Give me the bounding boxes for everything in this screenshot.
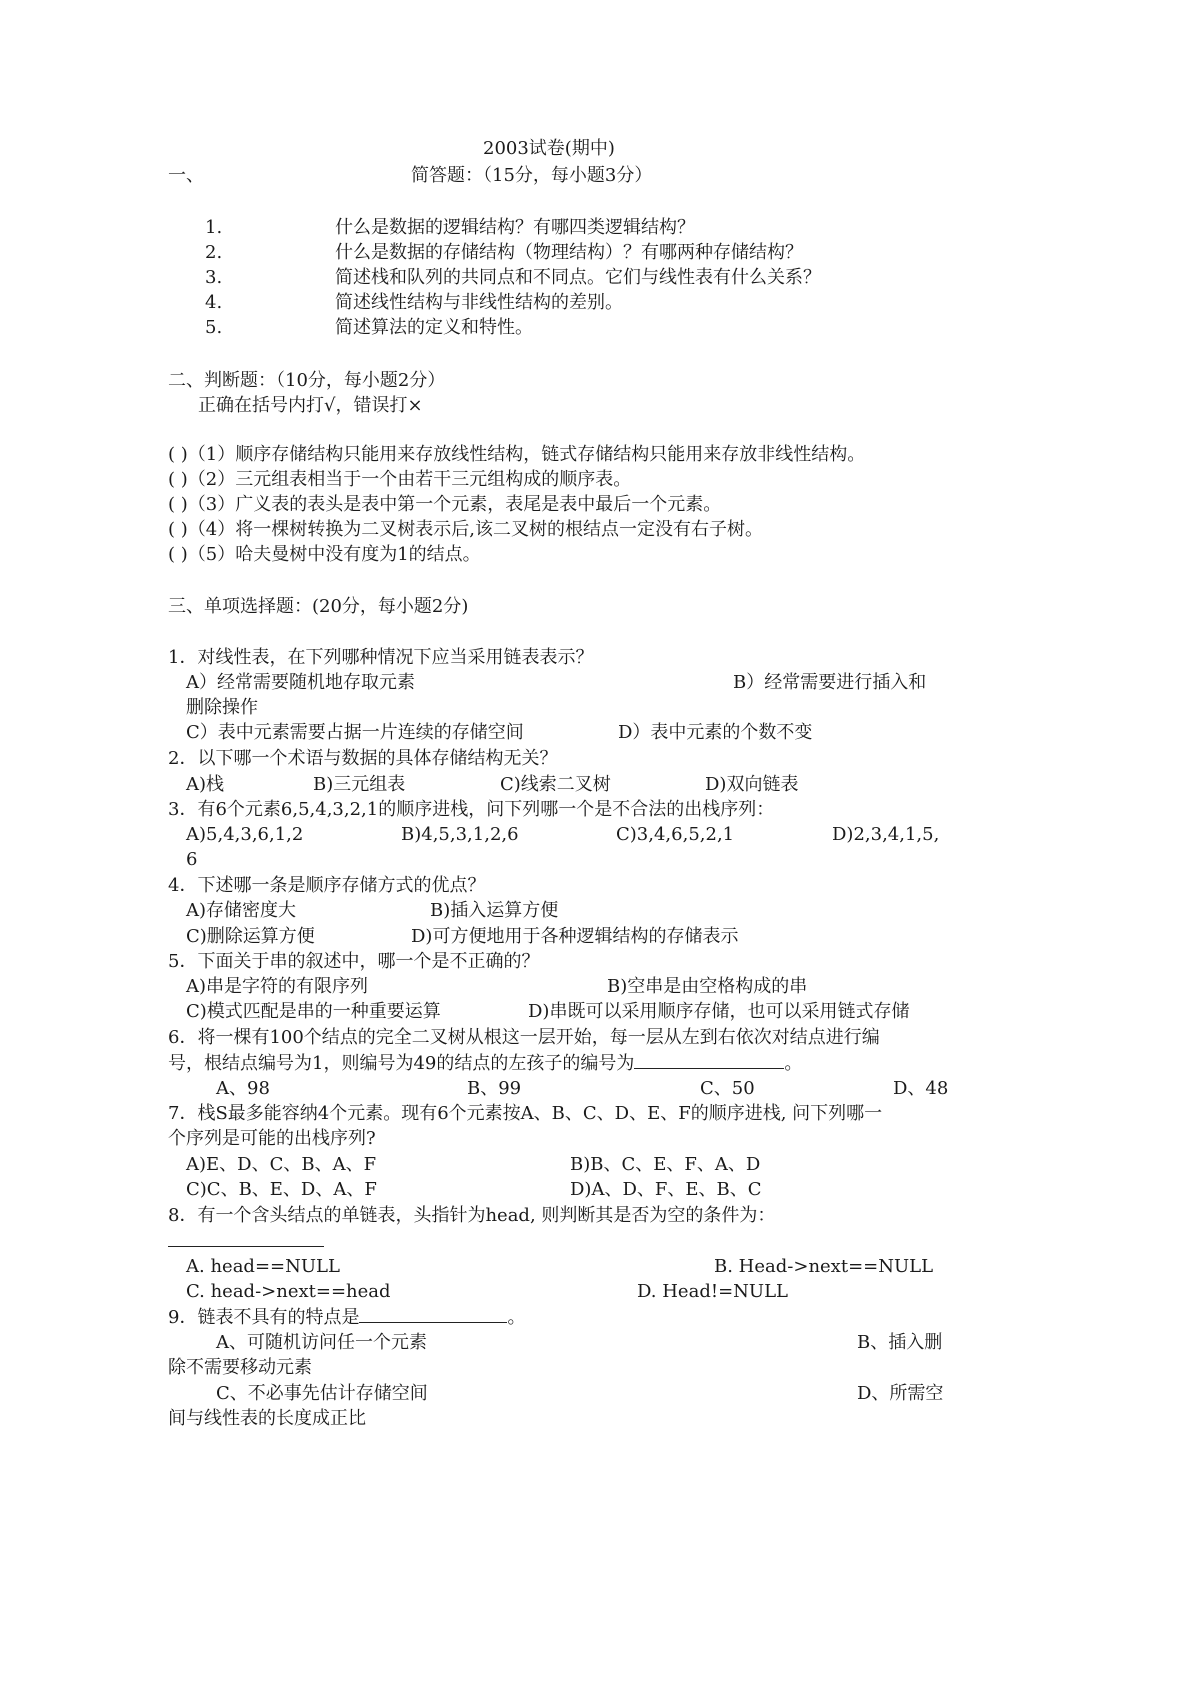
q8-answer-blank	[168, 1246, 324, 1247]
q9-stem	[168, 1306, 525, 1329]
q7-stem-cont: 个序列是可能的出栈序列?	[168, 1128, 376, 1149]
q8-stem: 8．有一个含头结点的单链表，头指针为head, 则判断其是否为空的条件为：	[168, 1205, 776, 1226]
q6-answer-blank	[634, 1052, 784, 1069]
q9-option-b: B、插入删	[857, 1332, 943, 1353]
answer-paren: ( )	[168, 494, 188, 515]
q4-option-b: B)插入运算方便	[430, 900, 559, 921]
tf-item-2	[168, 469, 631, 491]
tf-item-text: （1）顺序存储结构只能用来存放线性结构，链式存储结构只能用来存放非线性结构。	[187, 444, 866, 465]
tf-item-1	[168, 444, 865, 466]
q2-option-d: D)双向链表	[705, 774, 799, 795]
q1-option-a: A）经常需要随机地存取元素	[186, 672, 415, 693]
q8-option-c: C. head->next==head	[186, 1281, 391, 1302]
s1-q3-text: 简述栈和队列的共同点和不同点。它们与线性表有什么关系？	[335, 267, 821, 288]
q6-stem-end: 。	[784, 1053, 803, 1074]
tf-item-text: （4）将一棵树转换为二叉树表示后,该二叉树的根结点一定没有右子树。	[187, 519, 763, 540]
tf-item-4	[168, 519, 763, 541]
q4-option-d: D)可方便地用于各种逻辑结构的存储表示	[411, 926, 739, 947]
q6-stem: 6．将一棵有100个结点的完全二叉树从根这一层开始，每一层从左到右依次对结点进行编	[168, 1027, 880, 1048]
q5-option-a: A)串是字符的有限序列	[186, 976, 369, 997]
q7-option-a: A)E、D、C、B、A、F	[186, 1154, 377, 1175]
answer-paren: ( )	[168, 444, 188, 465]
q9-stem-end: 。	[507, 1307, 526, 1328]
q3-option-d: D)2,3,4,1,5,	[832, 824, 940, 845]
s1-q5-number: 5.	[205, 317, 223, 338]
s1-q1-number: 1.	[205, 217, 223, 238]
q1-option-c: C）表中元素需要占据一片连续的存储空间	[186, 722, 524, 743]
q6-option-b: B、99	[467, 1078, 522, 1099]
tf-item-text: （5）哈夫曼树中没有度为1的结点。	[187, 544, 481, 565]
s1-q4-text: 简述线性结构与非线性结构的差别。	[335, 292, 623, 313]
s1-q2-text: 什么是数据的存储结构（物理结构）？有哪两种存储结构？	[335, 242, 803, 263]
section-3-heading: 三、单项选择题：(20分，每小题2分)	[168, 596, 469, 617]
q3-option-d-cont: 6	[186, 849, 198, 870]
section-2-instruction: 正确在括号内打√，错误打×	[198, 395, 423, 416]
q2-option-b: B)三元组表	[313, 774, 406, 795]
q4-option-c: C)删除运算方便	[186, 926, 315, 947]
q2-stem: 2．以下哪一个术语与数据的具体存储结构无关？	[168, 748, 558, 769]
q7-option-d: D)A、D、F、E、B、C	[570, 1179, 762, 1200]
s1-q3-number: 3.	[205, 267, 223, 288]
q3-option-b: B)4,5,3,1,2,6	[401, 824, 519, 845]
section-2-heading: 二、判断题：（10分，每小题2分）	[168, 370, 446, 391]
q4-stem: 4．下述哪一条是顺序存储方式的优点？	[168, 875, 486, 896]
tf-item-5	[168, 544, 481, 566]
answer-paren: ( )	[168, 519, 188, 540]
q3-stem: 3．有6个元素6,5,4,3,2,1的顺序进栈，问下列哪一个是不合法的出栈序列：	[168, 799, 775, 820]
q1-stem: 1．对线性表，在下列哪种情况下应当采用链表表示？	[168, 647, 594, 668]
q5-option-c: C)模式匹配是串的一种重要运算	[186, 1001, 441, 1022]
q9-option-a: A、可随机访问任一个元素	[216, 1332, 427, 1353]
q7-stem: 7．栈S最多能容纳4个元素。现有6个元素按A、B、C、D、E、F的顺序进栈, 问下列哪一	[168, 1103, 883, 1124]
q7-option-c: C)C、B、E、D、A、F	[186, 1179, 377, 1200]
q4-option-a: A)存储密度大	[186, 900, 297, 921]
q6-stem-text: 号，根结点编号为1，则编号为49的结点的左孩子的编号为	[168, 1053, 635, 1074]
q7-option-b: B)B、C、E、F、A、D	[570, 1154, 761, 1175]
tf-item-text: （3）广义表的表头是表中第一个元素，表尾是表中最后一个元素。	[187, 494, 722, 515]
s1-q4-number: 4.	[205, 292, 223, 313]
q2-option-a: A)栈	[186, 774, 225, 795]
q6-stem-cont	[168, 1052, 802, 1075]
tf-item-3	[168, 494, 721, 516]
tf-item-text: （2）三元组表相当于一个由若干三元组构成的顺序表。	[187, 469, 632, 490]
q2-option-c: C)线索二叉树	[500, 774, 611, 795]
q6-option-a: A、98	[216, 1078, 270, 1099]
q8-option-b: B. Head->next==NULL	[714, 1256, 934, 1277]
q5-option-b: B)空串是由空格构成的串	[607, 976, 808, 997]
s1-q2-number: 2.	[205, 242, 223, 263]
q8-option-d: D. Head!=NULL	[637, 1281, 788, 1302]
q1-option-b-cont: 删除操作	[186, 697, 258, 718]
q6-option-c: C、50	[700, 1078, 755, 1099]
q9-option-d: D、所需空	[857, 1383, 944, 1404]
q9-stem-text: 9．链表不具有的特点是	[168, 1307, 360, 1328]
q3-option-c: C)3,4,6,5,2,1	[616, 824, 735, 845]
answer-paren: ( )	[168, 544, 188, 565]
page-title: 2003试卷(期中)	[483, 138, 615, 159]
q1-option-d: D）表中元素的个数不变	[618, 722, 813, 743]
answer-paren: ( )	[168, 469, 188, 490]
s1-q1-text: 什么是数据的逻辑结构？有哪四类逻辑结构？	[335, 217, 695, 238]
q9-option-b-cont: 除不需要移动元素	[168, 1357, 312, 1378]
q9-option-d-cont: 间与线性表的长度成正比	[168, 1408, 366, 1429]
section-1-number: 一、	[168, 165, 204, 186]
q5-stem: 5．下面关于串的叙述中，哪一个是不正确的？	[168, 951, 540, 972]
q6-option-d: D、48	[893, 1078, 949, 1099]
q9-option-c: C、不必事先估计存储空间	[216, 1383, 428, 1404]
q3-option-a: A)5,4,3,6,1,2	[186, 824, 304, 845]
q5-option-d: D)串既可以采用顺序存储，也可以采用链式存储	[528, 1001, 910, 1022]
q8-option-a: A. head==NULL	[186, 1256, 340, 1277]
q9-answer-blank	[359, 1306, 507, 1323]
section-1-heading: 简答题：（15分，每小题3分）	[411, 165, 653, 186]
s1-q5-text: 简述算法的定义和特性。	[335, 317, 533, 338]
q1-option-b: B）经常需要进行插入和	[733, 672, 927, 693]
